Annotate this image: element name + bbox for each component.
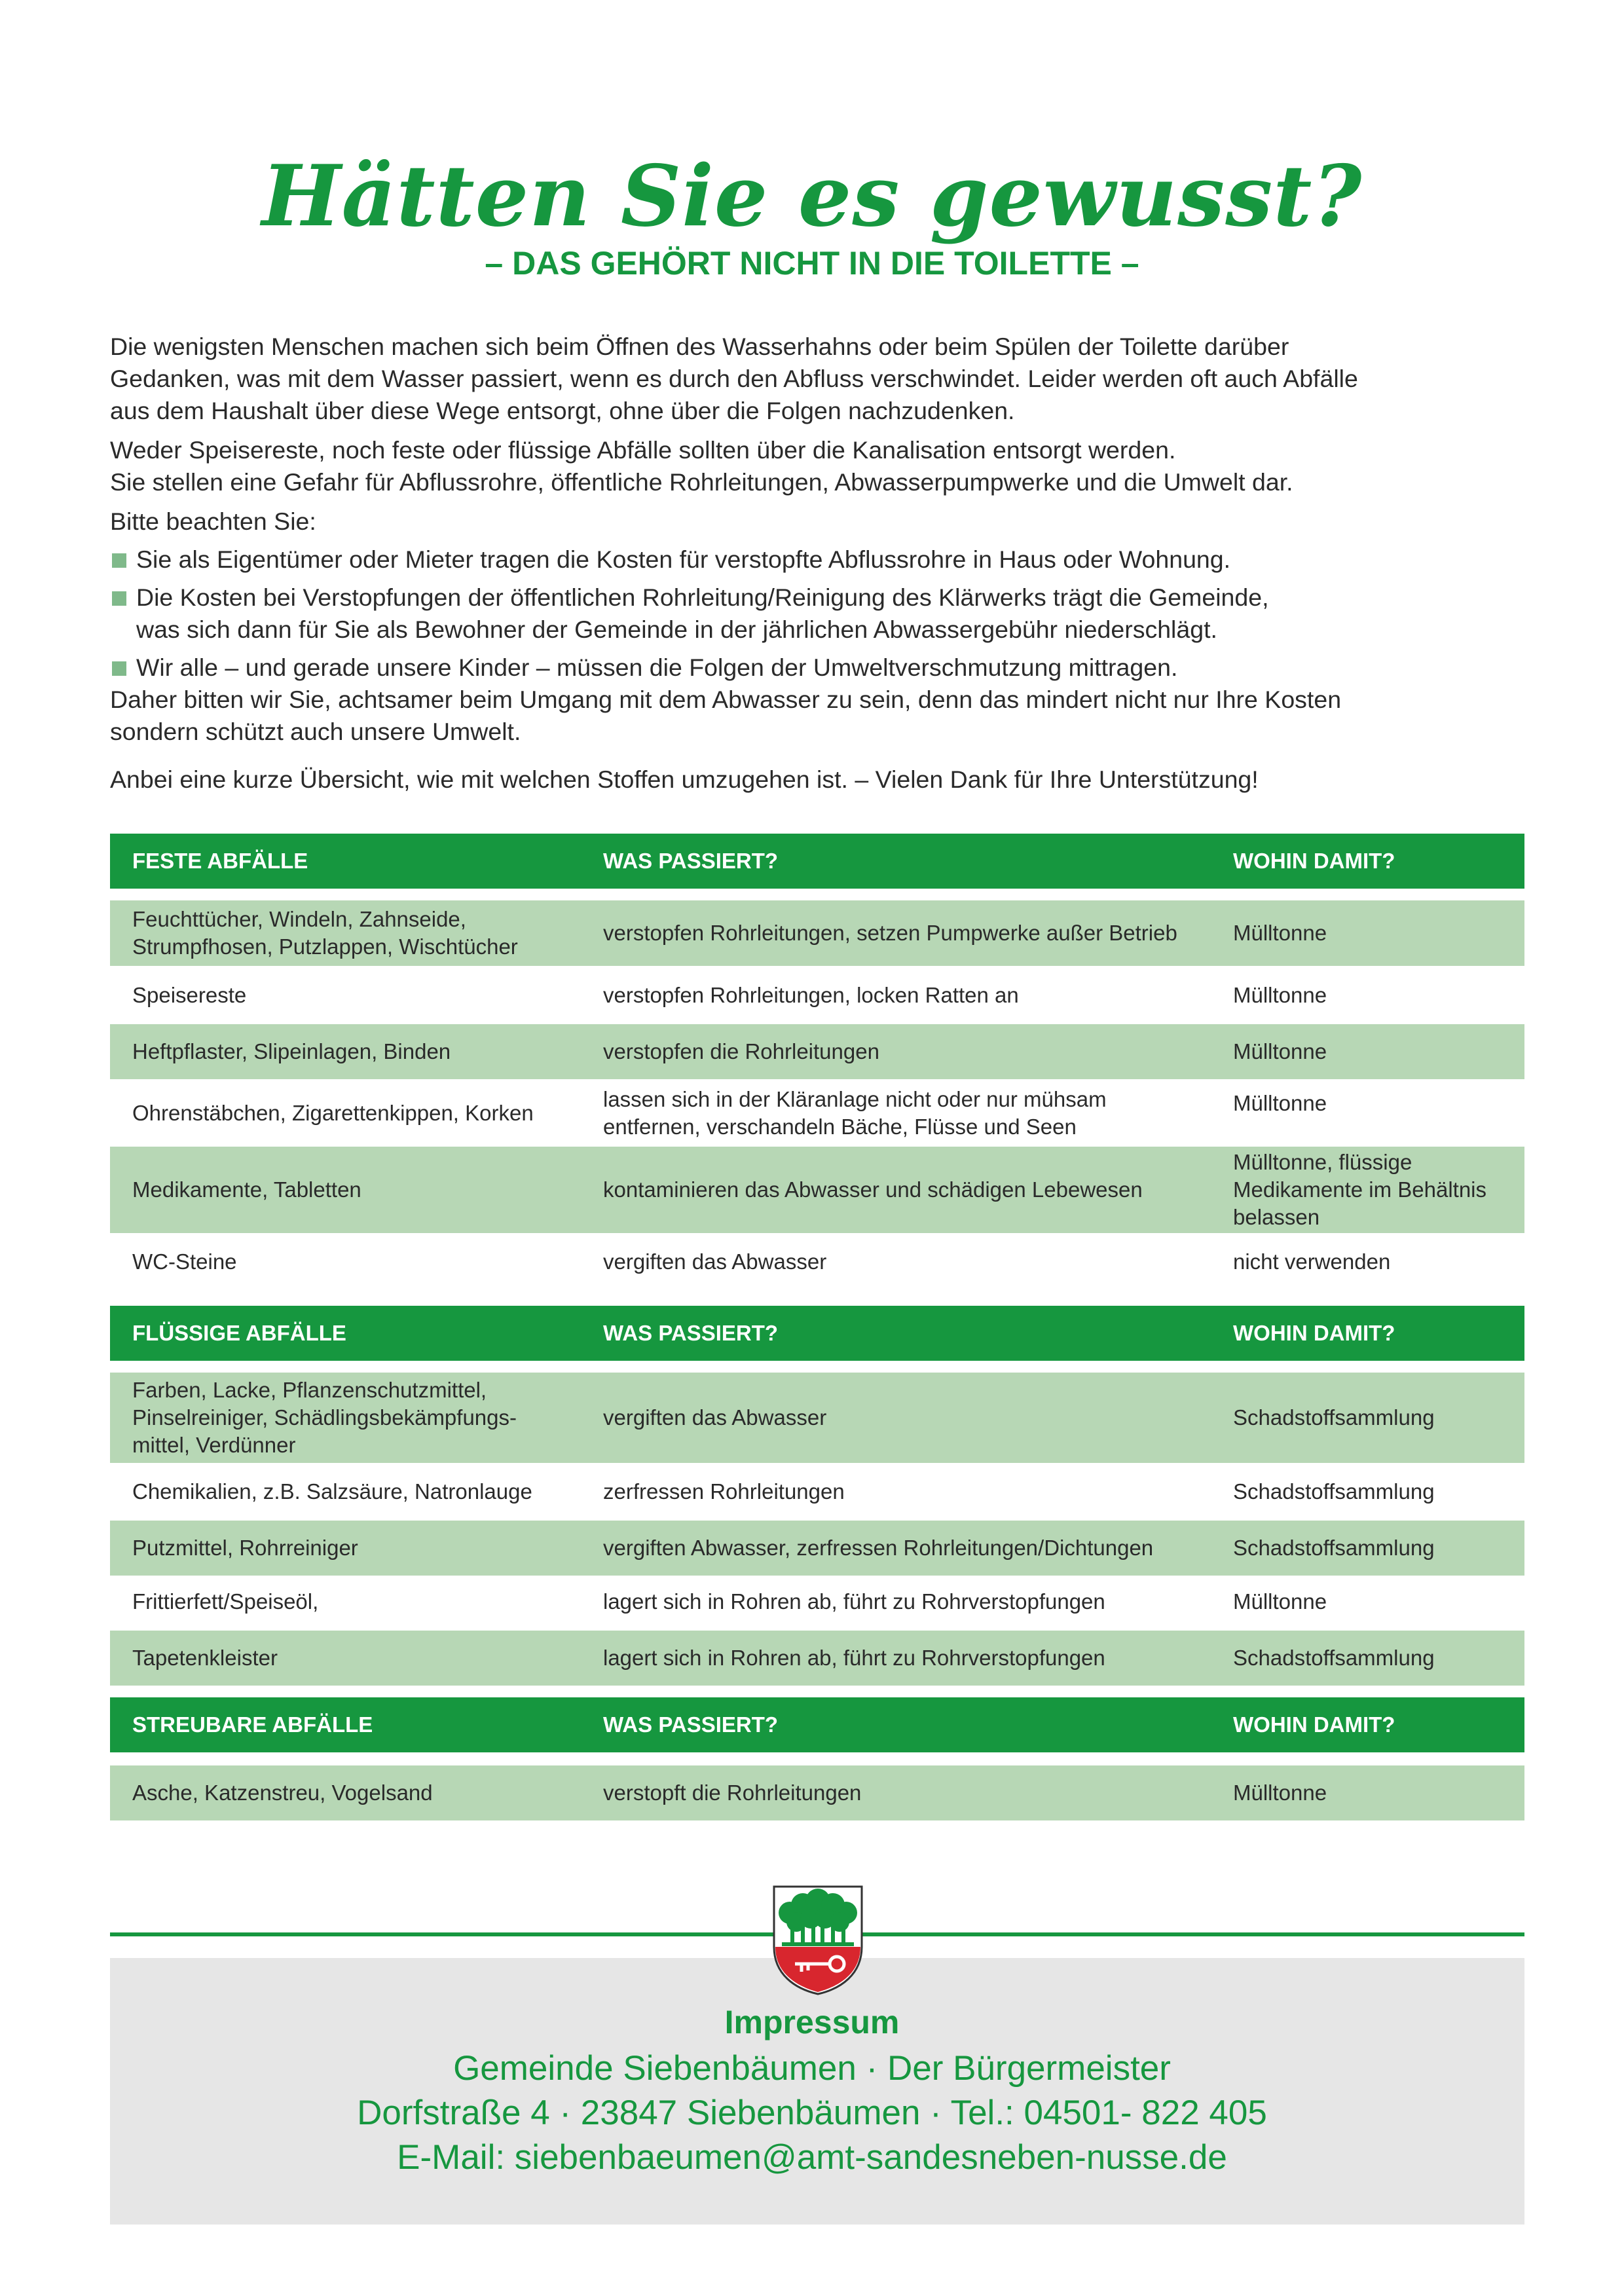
table-cell-line: zerfressen Rohrleitungen — [603, 1479, 845, 1504]
intro-line: Daher bitten wir Sie, achtsamer beim Umgang mit dem Abwasser zu sein, denn das mindert nicht nur Ihre Kosten — [110, 686, 1342, 713]
table-cell-line: verstopft die Rohrleitungen — [603, 1781, 862, 1805]
table-cell-line: verstopfen Rohrleitungen, locken Ratten an — [603, 983, 1019, 1007]
table-row — [110, 1373, 1524, 1463]
table-cell — [603, 1534, 1212, 1562]
impressum-title: Impressum — [724, 2004, 900, 2041]
table-cell-line: Pinselreiniger, Schädlingsbekämpfungs- — [132, 1405, 517, 1430]
table-cell-line: kontaminieren das Abwasser und schädigen Lebewesen — [603, 1177, 1143, 1202]
table-header-cell: WAS PASSIERT? — [603, 1712, 779, 1737]
table-row — [110, 1466, 1524, 1518]
square-bullet-icon — [112, 553, 126, 568]
table-cell — [132, 1779, 591, 1807]
impressum-box — [110, 1958, 1524, 2225]
bullet-list — [110, 544, 1524, 684]
table-cell — [132, 1588, 591, 1616]
table-cell-line: Chemikalien, z.B. Salzsäure, Natronlauge — [132, 1479, 532, 1504]
table-cell-line: Medikamente im Behältnis — [1233, 1177, 1487, 1202]
page-title: Hätten Sie es gewusst? — [261, 147, 1363, 246]
table-header-cell: FLÜSSIGE ABFÄLLE — [132, 1321, 346, 1345]
table-cell-line: Mülltonne — [1233, 1091, 1327, 1115]
table-cell — [1233, 1644, 1521, 1672]
table-cell — [132, 1176, 591, 1204]
impressum-address-line: Dorfstraße 4 · 23847 Siebenbäumen · Tel.: 04501- 822 405 — [357, 2094, 1267, 2132]
table-cell — [1233, 919, 1521, 947]
table-cell-line: verstopfen Rohrleitungen, setzen Pumpwerke außer Betrieb — [603, 921, 1177, 945]
table-row — [110, 1521, 1524, 1576]
table-cell — [603, 1588, 1212, 1616]
table-cell — [603, 1176, 1212, 1204]
table-cell-line: Mülltonne — [1233, 921, 1327, 945]
table-cell-line: Heftpflaster, Slipeinlagen, Binden — [132, 1039, 451, 1063]
table-cell — [132, 1478, 591, 1505]
table-cell-line: Speisereste — [132, 983, 247, 1007]
table-header-cell: WAS PASSIERT? — [603, 1321, 779, 1345]
intro-line: Anbei eine kurze Übersicht, wie mit welchen Stoffen umzugehen ist. – Vielen Dank für Ihre Unterstützung! — [110, 766, 1259, 793]
table-header-cell: WAS PASSIERT? — [603, 849, 779, 873]
intro-line: Weder Speisereste, noch feste oder flüssige Abfälle sollten über die Kanalisation entsorgt werden. — [110, 436, 1176, 464]
table-cell — [1233, 1404, 1521, 1431]
table-cell-line: lagert sich in Rohren ab, führt zu Rohrverstopfungen — [603, 1589, 1105, 1614]
table-section-header — [110, 834, 1524, 889]
table-row — [110, 1631, 1524, 1686]
intro-line: Gedanken, was mit dem Wasser passiert, wenn es durch den Abfluss verschwindet. Leider werden oft auch Abfälle — [110, 365, 1358, 392]
bullet-text: Wir alle – und gerade unsere Kinder – müssen die Folgen der Umweltverschmutzung mittragen. — [136, 654, 1178, 681]
square-bullet-icon — [112, 591, 126, 606]
table-cell-line: Farben, Lacke, Pflanzenschutzmittel, — [132, 1378, 487, 1402]
table-cell — [603, 1248, 1212, 1276]
table-cell-line: vergiften das Abwasser — [603, 1405, 827, 1430]
table-cell — [132, 982, 591, 1009]
municipal-coat-of-arms-icon — [769, 1883, 867, 1997]
table-cell-line: Medikamente, Tabletten — [132, 1177, 361, 1202]
table-row — [110, 1236, 1524, 1288]
table-cell — [1233, 1038, 1521, 1065]
table-cell-line: Mülltonne, flüssige — [1233, 1150, 1412, 1174]
table-cell — [1233, 982, 1521, 1009]
table-cell-line: mittel, Verdünner — [132, 1433, 296, 1457]
table-cell — [132, 1376, 591, 1459]
impressum-address-line: Gemeinde Siebenbäumen · Der Bürgermeister — [453, 2049, 1171, 2088]
table-header-cell: FESTE ABFÄLLE — [132, 849, 308, 873]
table-cell-line: Schadstoffsammlung — [1233, 1479, 1435, 1504]
table-cell — [603, 1644, 1212, 1672]
table-header-cell: WOHIN DAMIT? — [1233, 1321, 1395, 1345]
table-cell — [1233, 1149, 1521, 1231]
table-row — [110, 1765, 1524, 1820]
table-cell-line: nicht verwenden — [1233, 1249, 1391, 1274]
table-cell — [132, 1099, 591, 1127]
table-cell — [132, 1534, 591, 1562]
page-subtitle: – DAS GEHÖRT NICHT IN DIE TOILETTE – — [485, 245, 1139, 282]
table-cell — [603, 1038, 1212, 1065]
table-cell-line: Schadstoffsammlung — [1233, 1536, 1435, 1560]
table-cell-line: Mülltonne — [1233, 1589, 1327, 1614]
table-cell-line: Schadstoffsammlung — [1233, 1405, 1435, 1430]
table-cell-line: Mülltonne — [1233, 983, 1327, 1007]
table-cell-line: Strumpfhosen, Putzlappen, Wischtücher — [132, 934, 518, 959]
table-cell-line: Frittierfett/Speiseöl, — [132, 1589, 319, 1614]
intro-line: sondern schützt auch unsere Umwelt. — [110, 718, 521, 745]
table-cell-line: Ohrenstäbchen, Zigarettenkippen, Korken — [132, 1100, 534, 1125]
table-cell-line: entfernen, verschandeln Bäche, Flüsse und Seen — [603, 1114, 1077, 1139]
table-cell — [132, 906, 591, 961]
table-cell — [603, 1404, 1212, 1431]
bullet-text: Sie als Eigentümer oder Mieter tragen die Kosten für verstopfte Abflussrohre in Haus oder Wohnung. — [136, 545, 1231, 573]
bullet-item — [110, 652, 1524, 684]
impressum-email-line: E-Mail: siebenbaeumen@amt-sandesneben-nusse.de — [397, 2138, 1227, 2177]
intro-line: aus dem Haushalt über diese Wege entsorgt, ohne über die Folgen nachzudenken. — [110, 397, 1015, 424]
table-header-cell: WOHIN DAMIT? — [1233, 1712, 1395, 1737]
table-cell — [1233, 1534, 1521, 1562]
intro-text — [110, 331, 1524, 796]
table-cell-line: Tapetenkleister — [132, 1646, 278, 1670]
intro-line: Sie stellen eine Gefahr für Abflussrohre, öffentliche Rohrleitungen, Abwasserpumpwerke und die Umwelt dar. — [110, 468, 1293, 496]
bullet-item — [110, 544, 1524, 576]
table-cell — [1233, 1588, 1521, 1616]
table-header-cell: WOHIN DAMIT? — [1233, 849, 1395, 873]
table-cell-line: lassen sich in der Kläranlage nicht oder nur mühsam — [603, 1086, 1107, 1111]
table-row — [110, 900, 1524, 966]
intro-line: Die wenigsten Menschen machen sich beim Öffnen des Wasserhahns oder beim Spülen der Toilette darüber — [110, 333, 1289, 360]
table-cell — [603, 1779, 1212, 1807]
table-cell — [603, 1478, 1212, 1505]
table-cell — [603, 982, 1212, 1009]
table-row — [110, 1082, 1524, 1144]
table-header-cell: STREUBARE ABFÄLLE — [132, 1712, 373, 1737]
table-cell-line: lagert sich in Rohren ab, führt zu Rohrverstopfungen — [603, 1646, 1105, 1670]
table-cell-line: WC-Steine — [132, 1249, 237, 1274]
table-cell-line: Asche, Katzenstreu, Vogelsand — [132, 1781, 433, 1805]
table-cell — [132, 1248, 591, 1276]
bullet-item — [110, 582, 1524, 646]
table-row — [110, 1147, 1524, 1233]
table-row — [110, 969, 1524, 1022]
table-cell-line: Mülltonne — [1233, 1781, 1327, 1805]
table-cell — [1233, 1248, 1521, 1276]
table-cell-line: Feuchttücher, Windeln, Zahnseide, — [132, 907, 466, 931]
table-cell — [1233, 1090, 1521, 1117]
square-bullet-icon — [112, 661, 126, 676]
table-cell — [603, 1086, 1212, 1141]
table-cell-line: vergiften Abwasser, zerfressen Rohrleitungen/Dichtungen — [603, 1536, 1154, 1560]
table-row — [110, 1576, 1524, 1628]
table-cell-line: belassen — [1233, 1205, 1320, 1229]
bullet-text: Die Kosten bei Verstopfungen der öffentlichen Rohrleitung/Reinigung des Klärwerks trägt die Gemeinde, — [136, 583, 1269, 611]
table-cell-line: Mülltonne — [1233, 1039, 1327, 1063]
table-cell — [1233, 1779, 1521, 1807]
table-cell — [132, 1038, 591, 1065]
table-section-header — [110, 1697, 1524, 1752]
table-cell — [603, 919, 1212, 947]
intro-line: Bitte beachten Sie: — [110, 508, 316, 535]
table-row — [110, 1024, 1524, 1079]
bullet-text: was sich dann für Sie als Bewohner der Gemeinde in der jährlichen Abwassergebühr niederschlägt. — [136, 616, 1217, 643]
table-cell-line: vergiften das Abwasser — [603, 1249, 827, 1274]
table-cell-line: verstopfen die Rohrleitungen — [603, 1039, 879, 1063]
table-section-header — [110, 1306, 1524, 1361]
table-cell-line: Putzmittel, Rohrreiniger — [132, 1536, 358, 1560]
table-cell — [132, 1644, 591, 1672]
table-cell — [1233, 1478, 1521, 1505]
table-cell-line: Schadstoffsammlung — [1233, 1646, 1435, 1670]
